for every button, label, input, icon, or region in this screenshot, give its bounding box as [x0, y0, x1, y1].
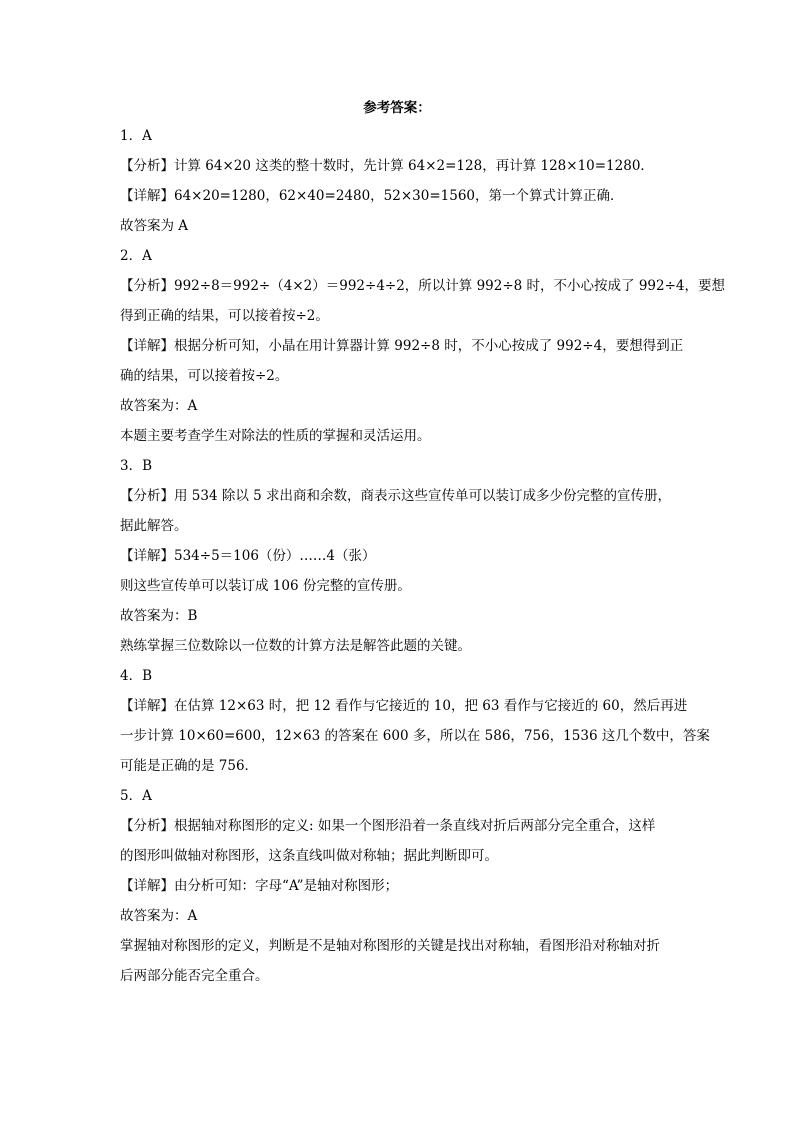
q1-conclusion: 故答案为 A	[120, 218, 189, 234]
q2-analysis-line-1: 【分析】992÷8＝992÷（4×2）＝992÷4÷2，所以计算 992÷8 时，不小心按成了 992÷4，要想	[120, 278, 726, 294]
q1-answer: 1．A	[120, 128, 152, 144]
q5-summary-line-2: 后两部分能否完全重合。	[120, 968, 269, 984]
q5-summary-line-1: 掌握轴对称图形的定义，判断是不是轴对称图形的关键是找出对称轴，看图形沿对称轴对折	[120, 938, 660, 954]
q2-summary: 本题主要考查学生对除法的性质的掌握和灵活运用。	[120, 428, 431, 444]
q3-detail-result: 则这些宣传单可以装订成 106 份完整的宣传册。	[120, 578, 411, 594]
q3-conclusion: 故答案为：B	[120, 608, 198, 624]
q4-answer: 4．B	[120, 668, 153, 684]
q1-detail: 【详解】64×20=1280，62×40=2480，52×30=1560，第一个算式计算正确．	[120, 188, 624, 204]
q3-analysis-line-1: 【分析】用 534 除以 5 求出商和余数，商表示这些宣传单可以装订成多少份完整的宣传册，	[120, 488, 672, 504]
q3-summary: 熟练掌握三位数除以一位数的计算方法是解答此题的关键。	[120, 638, 471, 654]
page-title: 参考答案：	[363, 100, 431, 116]
q4-detail-line-2: 一步计算 10×60=600，12×63 的答案在 600 多，所以在 586，756，1536 这几个数中，答案	[120, 728, 710, 744]
q2-analysis-line-2: 得到正确的结果，可以接着按÷2。	[120, 308, 329, 324]
q3-answer: 3．B	[120, 458, 153, 474]
q4-detail-line-1: 【详解】在估算 12×63 时，把 12 看作与它接近的 10，把 63 看作与它接近的 60，然后再进	[120, 698, 688, 714]
q5-analysis-line-1: 【分析】根据轴对称图形的定义: 如果一个图形沿着一条直线对折后两部分完全重合，这样	[120, 818, 656, 834]
q5-analysis-line-2: 的图形叫做轴对称图形，这条直线叫做对称轴；据此判断即可。	[120, 848, 498, 864]
q5-answer: 5．A	[120, 788, 152, 804]
q2-detail-line-1: 【详解】根据分析可知，小晶在用计算器计算 992÷8 时，不小心按成了 992÷4，要想得到正	[120, 338, 684, 354]
q3-detail: 【详解】534÷5＝106（份）……4（张）	[120, 548, 376, 564]
q4-detail-line-3: 可能是正确的是 756．	[120, 758, 259, 774]
q2-conclusion: 故答案为：A	[120, 398, 198, 414]
q5-detail: 【详解】由分析可知：字母“A”是轴对称图形；	[120, 878, 399, 894]
q5-conclusion: 故答案为：A	[120, 908, 198, 924]
answer-content	[120, 121, 726, 991]
q1-analysis: 【分析】计算 64×20 这类的整十数时，先计算 64×2=128，再计算 128×10=1280．	[120, 158, 654, 174]
q2-detail-line-2: 确的结果，可以接着按÷2。	[120, 368, 289, 384]
q3-analysis-line-2: 据此解答。	[120, 518, 188, 534]
q2-answer: 2．A	[120, 248, 152, 264]
